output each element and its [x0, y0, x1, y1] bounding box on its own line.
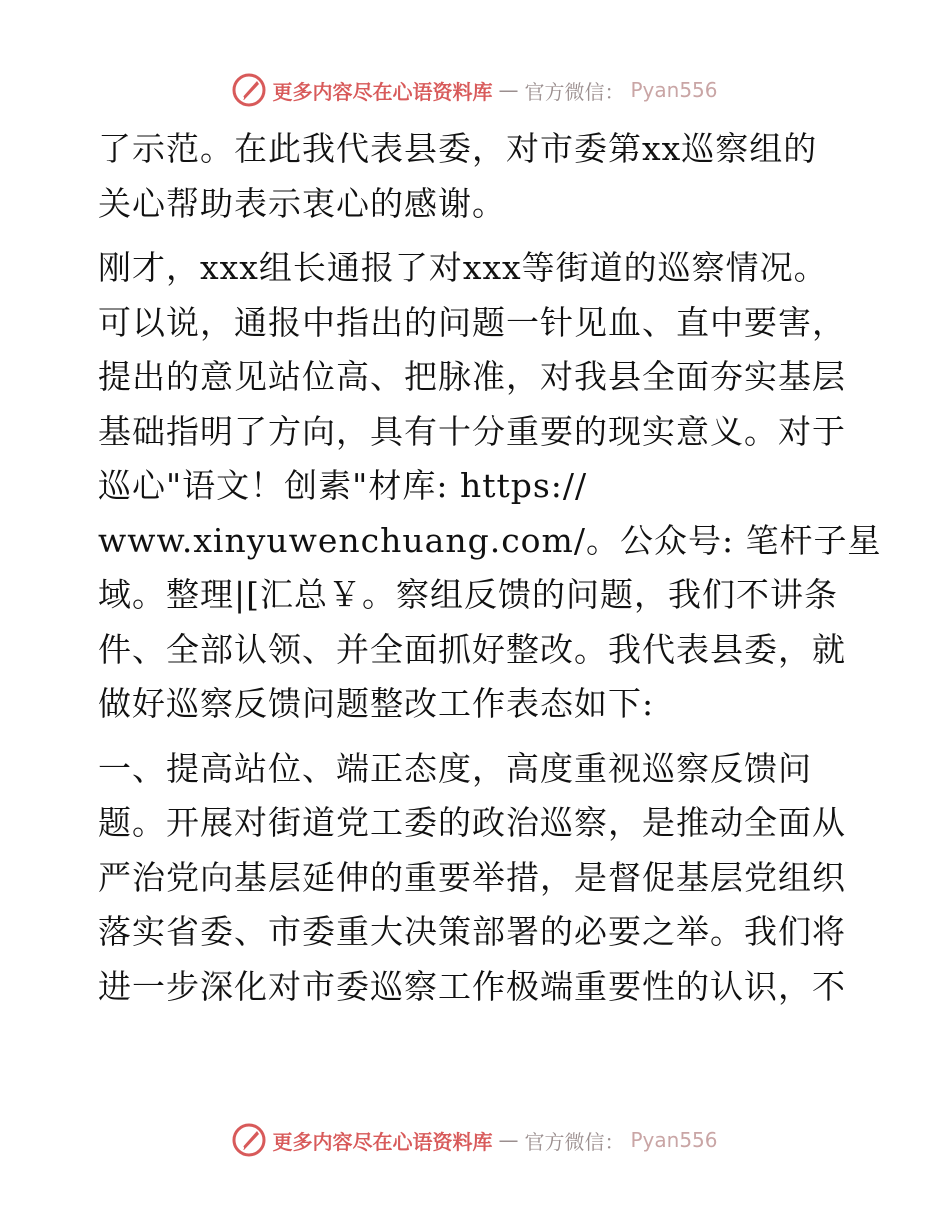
text-line: 做好巡察反馈问题整改工作表态如下:: [98, 684, 655, 723]
banner-contact-label: 官方微信：: [524, 79, 625, 104]
text-line: 基础指明了方向，具有十分重要的现实意义。对于: [98, 411, 846, 451]
quill-pen-logo-icon: [232, 1123, 266, 1157]
banner-brand-text: 更多内容尽在心语资料库: [272, 1129, 493, 1154]
text-line: 题。开展对街道党工委的政治巡察，是推动全面从: [98, 803, 846, 842]
banner-contact-id: Pyan556: [630, 1128, 718, 1152]
text-line: www.xinyuwenchuang.com/。公众号: 笔杆子星: [98, 520, 882, 560]
header-watermark-banner: [0, 70, 950, 110]
quill-pen-logo-icon: [232, 73, 266, 107]
banner-separator: —: [498, 1128, 519, 1152]
text-line: 可以说，通报中指出的问题一针见血、直中要害，: [98, 302, 846, 342]
paragraph-3: [98, 742, 858, 1015]
text-line: 巡心"语文！创素"材库: https://: [98, 466, 588, 505]
paragraph-1: [98, 122, 858, 231]
paragraph-2: [98, 241, 882, 732]
text-line: 提出的意见站位高、把脉准，对我县全面夯实基层: [98, 357, 846, 396]
text-line: 刚才，xxx组长通报了对xxx等街道的巡察情况。: [98, 248, 828, 287]
banner-contact-id: Pyan556: [630, 78, 718, 102]
text-line: 落实省委、市委重大决策部署的必要之举。我们将: [98, 912, 846, 951]
text-line: 严治党向基层延伸的重要举措，是督促基层党组织: [98, 857, 846, 897]
text-line: 了示范。在此我代表县委，对市委第xx巡察组的: [98, 129, 818, 168]
text-line: 关心帮助表示衷心的感谢。: [98, 183, 506, 223]
document-body: [98, 122, 882, 1014]
footer-watermark-banner: [0, 1120, 950, 1160]
text-line: 件、全部认领、并全面抓好整改。我代表县委，就: [98, 629, 846, 669]
banner-brand-text: 更多内容尽在心语资料库: [272, 79, 493, 104]
text-line: 域。整理|[汇总￥。察组反馈的问题，我们不讲条: [98, 575, 838, 614]
text-line: 一、提高站位、端正态度，高度重视巡察反馈问: [98, 748, 812, 788]
banner-separator: —: [498, 78, 519, 102]
banner-contact-label: 官方微信：: [524, 1129, 625, 1154]
text-line: 进一步深化对市委巡察工作极端重要性的认识，不: [98, 966, 846, 1006]
